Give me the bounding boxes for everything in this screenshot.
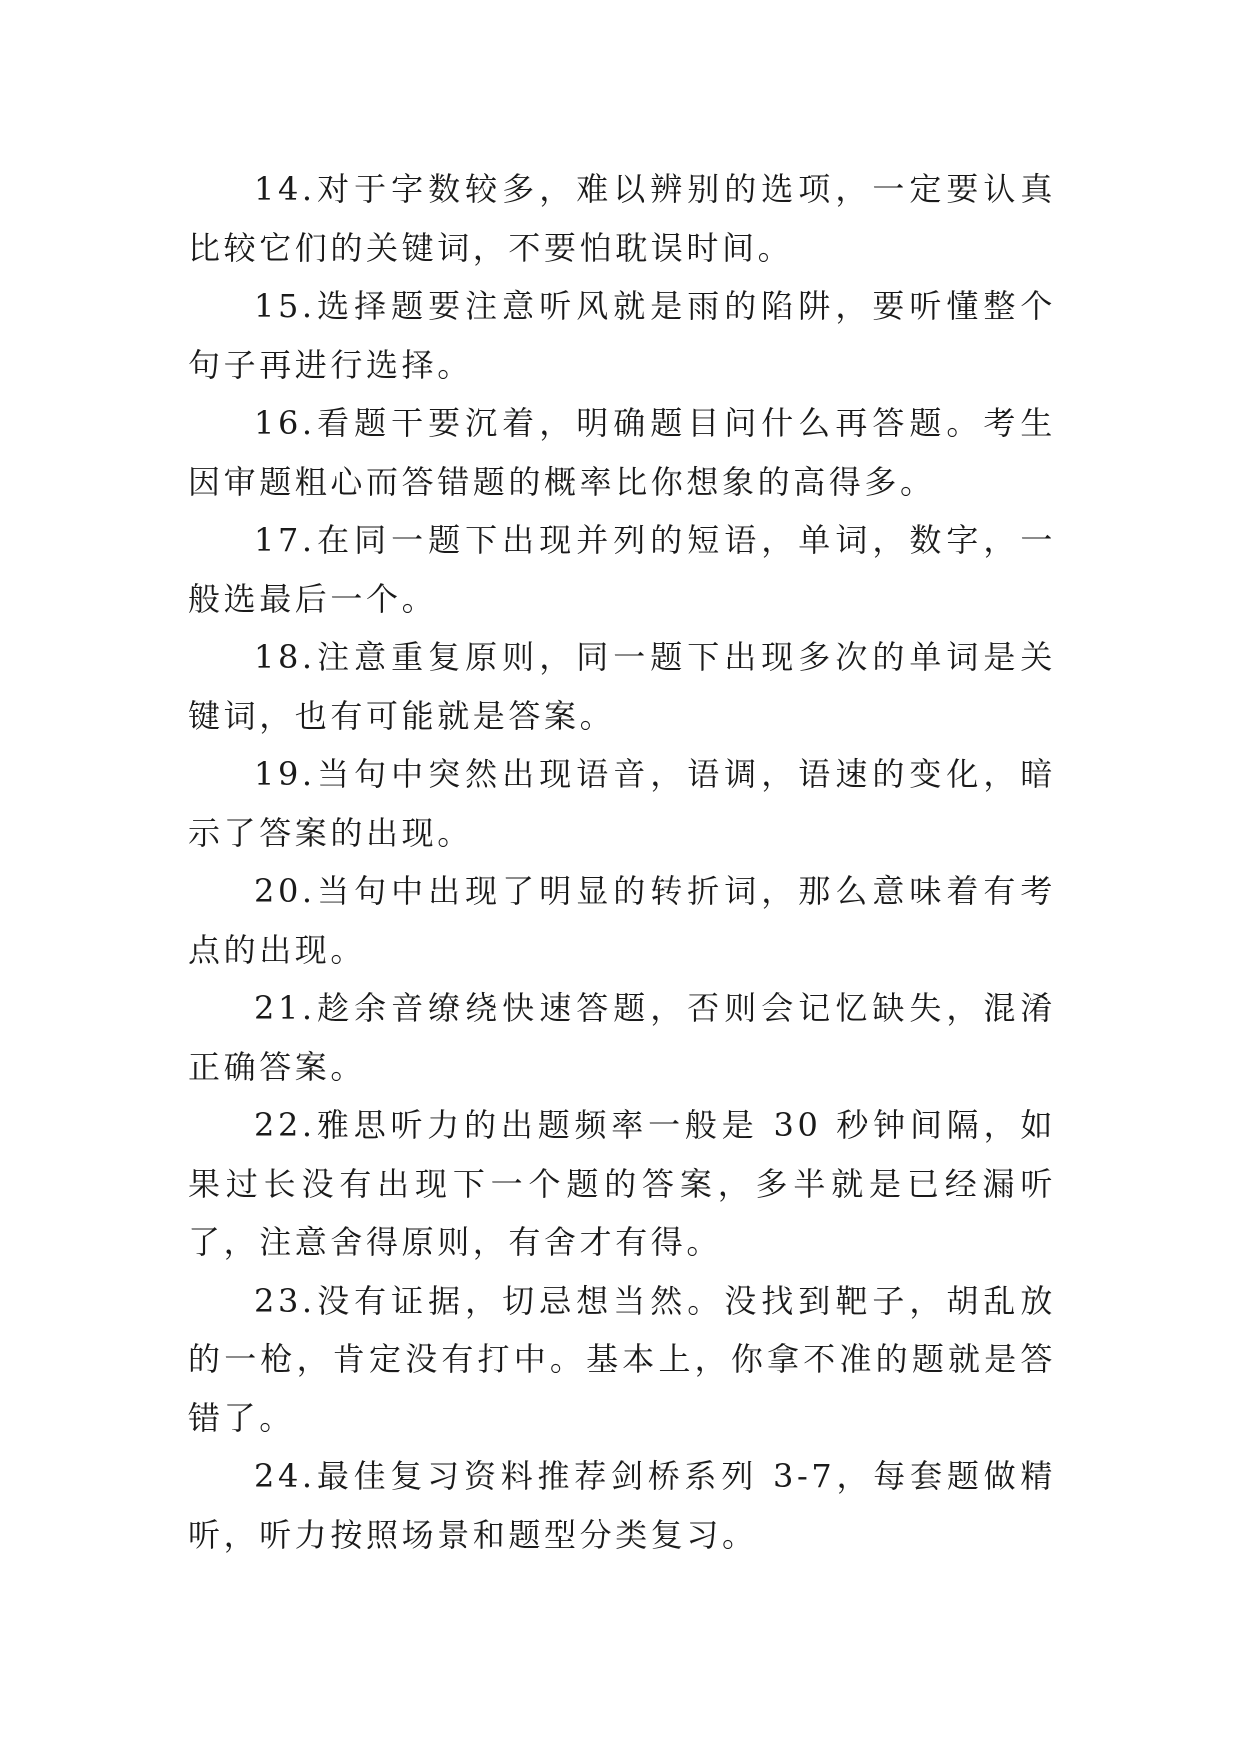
- tip-paragraph-20: 20.当句中出现了明显的转折词，那么意味着有考点的出现。: [188, 872, 1056, 969]
- document-body: [188, 160, 1056, 1564]
- tip-paragraph-21: 21.趁余音缭绕快速答题，否则会记忆缺失，混淆正确答案。: [188, 989, 1056, 1086]
- tip-paragraph-23: 23.没有证据，切忌想当然。没找到靶子，胡乱放的一枪，肯定没有打中。基本上，你拿不准的题就是答错了。: [188, 1281, 1056, 1437]
- tip-paragraph-16: 16.看题干要沉着，明确题目问什么再答题。考生因审题粗心而答错题的概率比你想象的高得多。: [188, 404, 1056, 501]
- tip-paragraph-14: 14.对于字数较多，难以辨别的选项，一定要认真比较它们的关键词，不要怕耽误时间。: [188, 170, 1056, 267]
- tip-paragraph-22: 22.雅思听力的出题频率一般是 30 秒钟间隔，如果过长没有出现下一个题的答案，多半就是已经漏听了，注意舍得原则，有舍才有得。: [188, 1106, 1056, 1261]
- tip-paragraph-24: 24.最佳复习资料推荐剑桥系列 3-7，每套题做精听，听力按照场景和题型分类复习。: [188, 1457, 1056, 1554]
- tip-paragraph-19: 19.当句中突然出现语音，语调，语速的变化，暗示了答案的出现。: [188, 755, 1056, 852]
- tip-paragraph-15: 15.选择题要注意听风就是雨的陷阱，要听懂整个句子再进行选择。: [188, 287, 1056, 384]
- tip-paragraph-18: 18.注意重复原则，同一题下出现多次的单词是关键词，也有可能就是答案。: [188, 638, 1056, 735]
- tip-paragraph-17: 17.在同一题下出现并列的短语，单词，数字，一般选最后一个。: [188, 521, 1056, 618]
